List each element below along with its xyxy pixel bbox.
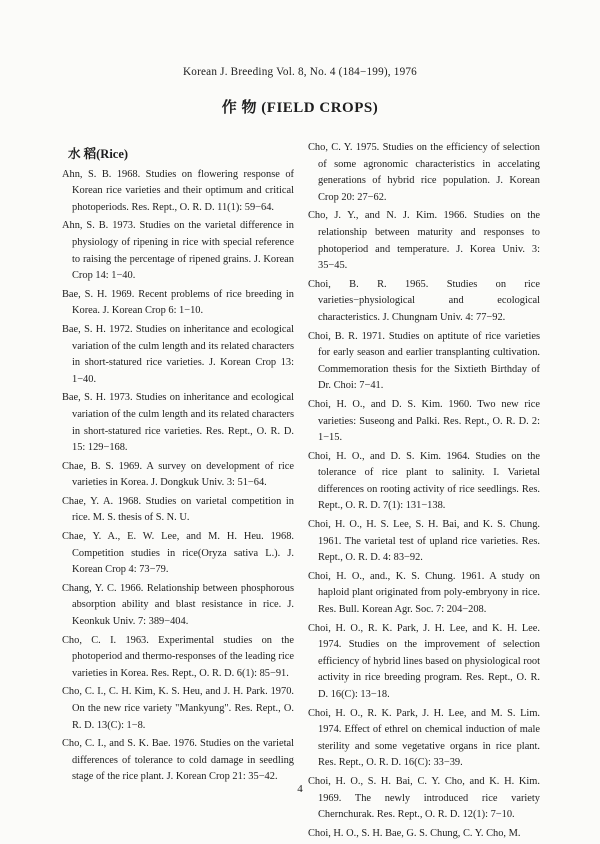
left-reference-list bbox=[62, 167, 294, 786]
reference-entry: Cho, C. I., and S. K. Bae. 1976. Studies on the varietal differences of tolerance to cold damage in seedling stage of the rice plant. J. Korean Crop 21: 35−42. bbox=[62, 738, 294, 783]
reference-entry: Chae, Y. A. 1968. Studies on varietal competition in rice. M. S. thesis of S. N. U. bbox=[62, 495, 294, 524]
section-title: 作 物 (FIELD CROPS) bbox=[221, 100, 379, 116]
reference-entry: Choi, H. O., and D. S. Kim. 1960. Two new rice varieties: Suseong and Palki. Res. Rept., O. R. D. 2: 1−15. bbox=[308, 398, 540, 444]
reference-entry: Choi, H. O., H. S. Lee, S. H. Bai, and K. S. Chung. 1961. The varietal test of upland rice varieties. Res. Rept., O. R. D. 4: 83−92. bbox=[308, 519, 540, 564]
reference-entry: Chae, Y. A., E. W. Lee, and M. H. Heu. 1968. Competition studies in rice(Oryza sativa L.). J. Korean Crop 4: 73−79. bbox=[62, 531, 294, 576]
reference-entry: Cho, C. I., C. H. Kim, K. S. Heu, and J. H. Park. 1970. On the new rice variety "Mankyung". Res. Rept., O. R. D. 13(C): 1−8. bbox=[62, 686, 294, 731]
reference-entry: Cho, C. I. 1963. Experimental studies on the photoperiod and thermo-responses of the leading rice varieties in Korea. Res. Rept., O. R. D. 6(1): 85−91. bbox=[62, 634, 294, 679]
reference-entry: Bae, S. H. 1973. Studies on inheritance and ecological variation of the culm length and its related characters in short-statured rice varieties. Res. Rept., O. R. D. 15: 129−168. bbox=[62, 392, 294, 454]
page-number: 4 bbox=[297, 783, 303, 795]
reference-entry: Chang, Y. C. 1966. Relationship between phosphorous absorption ability and blast resistance in rice. J. Keonkuk Univ. 7: 389−404. bbox=[62, 582, 294, 628]
reference-entry: Choi, H. O., R. K. Park, J. H. Lee, and K. H. Lee. 1974. Studies on the improvement of selection efficiency of hybrid lines based on physiological root activity in rice breeding program. Res. Rept., O. R. D. 16(C): 13−18. bbox=[308, 622, 540, 700]
right-reference-list bbox=[308, 140, 540, 842]
reference-entry: Choi, H. O., R. K. Park, J. H. Lee, and M. S. Lim. 1974. Effect of ethrel on chemical induction of male sterility and some vegetative organs in rice plant. Res. Rept., O. R. D. 16(C): 33−39. bbox=[308, 707, 540, 769]
reference-entry: Choi, H. O., S. H. Bai, C. Y. Cho, and K. H. Kim. 1969. The newly introduced rice variety Chernchurak. Res. Rept., O. R. D. 12(1): 7−10. bbox=[308, 775, 540, 821]
reference-entry: Cho, J. Y., and N. J. Kim. 1966. Studies on the relationship between maturity and responses to photoperiod and temperature. J. Korea Univ. 3: 35−45. bbox=[308, 210, 540, 272]
right-column bbox=[308, 140, 540, 844]
reference-entry: Choi, H. O., S. H. Bae, G. S. Chung, C. Y. Cho, M. bbox=[308, 827, 521, 839]
reference-entry: Choi, H. O., and D. S. Kim. 1964. Studies on the tolerance of rice plant to salinity. I. Varietal differences on rooting activity of rice seedlings. Res. Rept., O. R. D. 7(1): 131−138. bbox=[308, 450, 540, 512]
reference-entry: Choi, B. R. 1965. Studies on rice varieties−physiological and ecological characteristics. J. Chungnam Univ. 4: 77−92. bbox=[308, 278, 540, 323]
running-head: Korean J. Breeding Vol. 8, No. 4 (184−199), 1976 bbox=[183, 66, 417, 78]
reference-entry: Chae, B. S. 1969. A survey on development of rice varieties in Korea. J. Dongkuk Univ. 3: 51−64. bbox=[62, 460, 294, 489]
rice-subheading: 水 稻(Rice) bbox=[68, 147, 129, 161]
left-column bbox=[62, 140, 294, 788]
reference-entry: Ahn, S. B. 1973. Studies on the varietal difference in physiology of ripening in rice with special reference to raising the percentage of ripened grains. J. Korean Crop 14: 1−40. bbox=[62, 220, 294, 282]
reference-entry: Ahn, S. B. 1968. Studies on flowering response of Korean rice varieties and their optimum and critical photoperiods. Res. Rept., O. R. D. 11(1): 59−64. bbox=[62, 168, 294, 213]
reference-entry: Choi, B. R. 1971. Studies on aptitute of rice varieties for early season and earlier transplanting cultivation. Commemoration thesis for the Sixtieth Birthday of Dr. Choi: 7−41. bbox=[308, 330, 540, 392]
reference-entry: Bae, S. H. 1972. Studies on inheritance and ecological variation of the culm length and its related characters in short-statured rice varieties. J. Korean Crop 13: 1−40. bbox=[62, 323, 294, 385]
reference-entry: Cho, C. Y. 1975. Studies on the efficiency of selection of some agronomic characteristics in accelating generations of hybrid rice population. J. Korean Crop 20: 27−62. bbox=[308, 142, 540, 203]
reference-entry: Bae, S. H. 1969. Recent problems of rice breeding in Korea. J. Korean Crop 6: 1−10. bbox=[62, 288, 294, 317]
reference-entry: Choi, H. O., and., K. S. Chung. 1961. A study on haploid plant originated from poly-embryony in rice. Res. Bull. Korean Agr. Soc. 7: 204−208. bbox=[308, 570, 540, 616]
